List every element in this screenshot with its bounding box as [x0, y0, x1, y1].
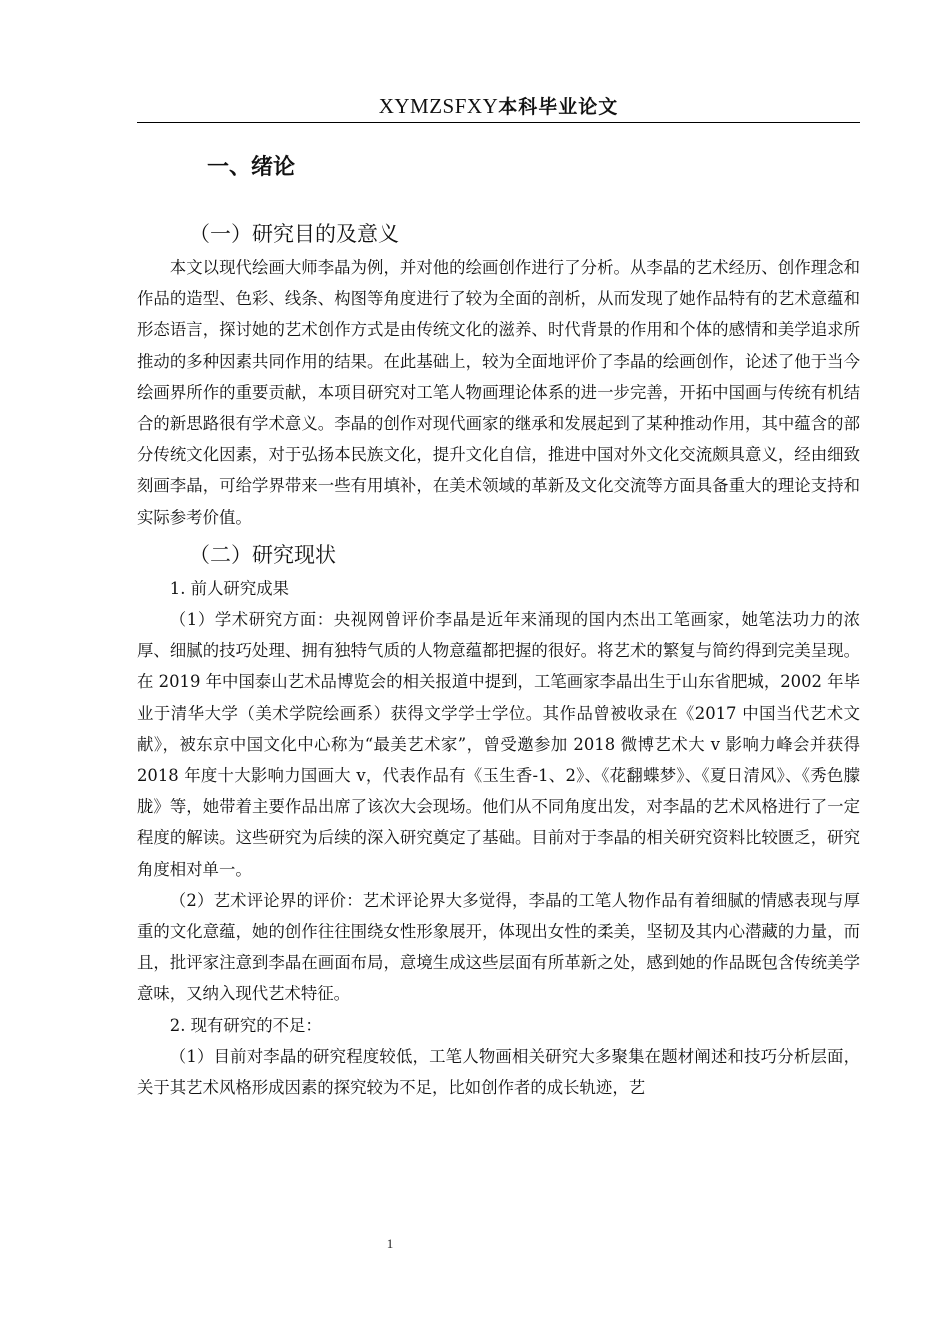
- page-body: [137, 148, 860, 1103]
- header-title: 本科毕业论文: [498, 96, 619, 118]
- page-number: 1: [386, 1236, 394, 1251]
- chapter-title: 一、绪论: [207, 155, 296, 180]
- paragraph-purpose: 本文以现代绘画大师李晶为例，并对他的绘画创作进行了分析。从李晶的艺术经历、创作理念和作品的造型、色彩、线条、构图等角度进行了较为全面的剖析，从而发现了她作品特有的艺术意蕴和形态语言，探讨她的艺术创作方式是由传统文化的滋养、时代背景的作用和个体的感情和美学追求所推动的多种因素共同作用的结果。在此基础上，较为全面地评价了李晶的绘画创作，论述了他于当今绘画界所作的重要贡献，本项目研究对工笔人物画理论体系的进一步完善，开拓中国画与传统有机结合的新思路很有学术意义。李晶的创作对现代画家的继承和发展起到了某种推动作用，其中蕴含的部分传统文化因素，对于弘扬本民族文化，提升文化自信，推进中国对外文化交流颇具意义，经由细致刻画李晶，可给学界带来一些有用填补，在美术领域的革新及文化交流等方面具备重大的理论支持和实际参考价值。: [137, 258, 860, 527]
- paragraph-academic-research: （1）学术研究方面：央视网曾评价李晶是近年来涌现的国内杰出工笔画家，她笔法功力的浓厚、细腻的技巧处理、拥有独特气质的人物意蕴都把握的很好。将艺术的繁复与简约得到完美呈现。在 2019 年中国泰山艺术品博览会的相关报道中提到，工笔画家李晶出生于山东省肥城，2002 年毕业于清华大学（美术学院绘画系）获得文学学士学位。其作品曾被收录在《2017 中国当代艺术文献》，被东京中国文化中心称为“最美艺术家”，曾受邀参加 2018 微博艺术大 v 影响力峰会并获得 2018 年度十大影响力国画大 v，代表作品有《玉生香-1、2》、《花翻蝶梦》、《夏日清风》、《秀色朦胧》等，她带着主要作品出席了该次大会现场。他们从不同角度出发，对李晶的艺术风格进行了一定程度的解读。这些研究为后续的深入研究奠定了基础。目前对于李晶的相关研究资料比较匮乏，研究角度相对单一。: [137, 610, 860, 879]
- paragraph-shortcomings: （1）目前对李晶的研究程度较低，工笔人物画相关研究大多聚集在题材阐述和技巧分析层面，关于其艺术风格形成因素的探究较为不足，比如创作者的成长轨迹，艺: [137, 1046, 860, 1098]
- section-title-purpose: （一）研究目的及意义: [189, 222, 399, 246]
- subsection-title-previous-results: 1. 前人研究成果: [169, 578, 289, 598]
- header-code: XYMZSFXY: [378, 94, 499, 118]
- page-header: [137, 92, 860, 123]
- paragraph-art-criticism: （2）艺术评论界的评价：艺术评论界大多觉得，李晶的工笔人物作品有着细腻的情感表现与厚重的文化意蕴，她的创作往往围绕女性形象展开，体现出女性的柔美，坚韧及其内心潜藏的力量，而且，批评家注意到李晶在画面布局，意境生成这些层面有所革新之处，感到她的作品既包含传统美学意味，又纳入现代艺术特征。: [137, 890, 860, 1004]
- subsection-title-shortcomings: 2. 现有研究的不足：: [169, 1015, 322, 1035]
- section-title-status: （二）研究现状: [189, 542, 336, 567]
